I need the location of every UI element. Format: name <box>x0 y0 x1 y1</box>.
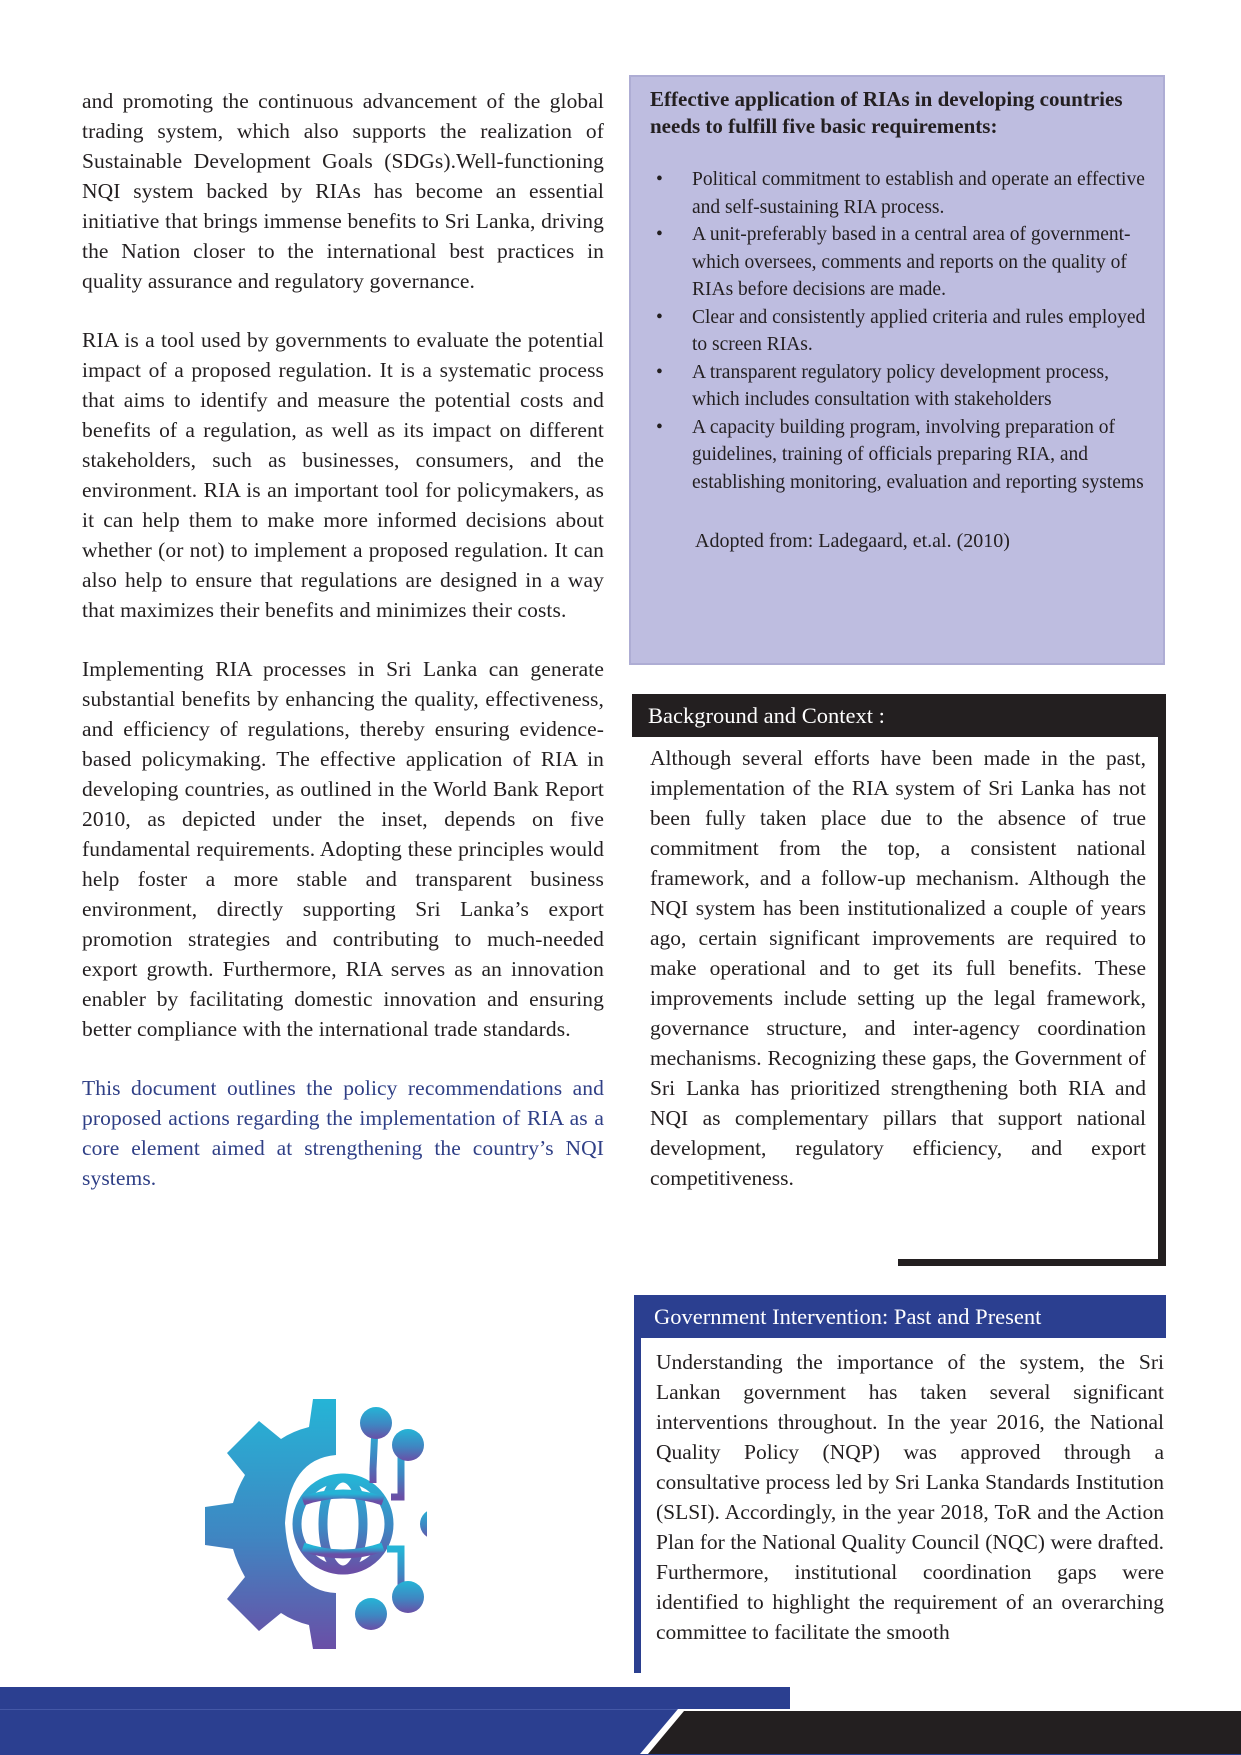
implementation-paragraph: Implementing RIA processes in Sri Lanka can generate substantial benefits by enhancing the quality, effectiveness, and efficiency of regulations, thereby ensuring evidence-based policymaking. The effective application of RIA in developing countries, as outlined in the World Bank Report 2010, as depicted under the inset, depends on five fundamental requirements. Adopting these principles would help foster a more stable and transparent business environment, directly supporting Sri Lanka’s export promotion strategies and contributing to much-needed export growth. Furthermore, RIA serves as an innovation enabler by facilitating domestic innovation and ensuring better compliance with the international trade standards. <box>82 657 604 1041</box>
bullet-icon: • <box>656 361 663 383</box>
gear-globe-network-icon <box>205 1397 427 1649</box>
background-frame-right <box>1158 737 1166 1264</box>
inset-title: Effective application of RIAs in developing countries needs to fulfill five basic requirements: <box>650 87 1123 138</box>
bullet-icon: • <box>656 306 663 328</box>
bullet-icon: • <box>656 169 663 190</box>
bullet-icon: • <box>656 416 663 438</box>
background-section-body: Although several efforts have been made in the past, implementation of the RIA system of Sri Lanka has not been fully taken place due to the absence of true commitment from the top, a consistent national framework, and a follow-up mechanism. Although the NQI system has been institutionalized a couple of years ago, certain significant improvements are required to make operational and to get its full benefits. These improvements include setting up the legal framework, governance structure, and inter-agency coordination mechanisms. Recognizing these gaps, the Government of Sri Lanka has prioritized strengthening both RIA and NQI as complementary pillars that support national development, regulatory efficiency, and export competitiveness. <box>650 746 1146 1190</box>
ria-definition-paragraph: RIA is a tool used by governments to evaluate the potential impact of a proposed regulation. It is a systematic process that aims to identify and measure the potential costs and benefits of a regulation, as well as its impact on different stakeholders, such as businesses, consumers, and the environment. RIA is an important tool for policymakers, as it can help them to make more informed decisions about whether (or not) to implement a proposed regulation. It can also help to ensure that regulations are designed in a way that maximizes their benefits and minimizes their costs. <box>82 328 604 622</box>
footer-band-top <box>0 1687 790 1709</box>
background-section-header: Background and Context : <box>632 694 1166 737</box>
intro-paragraph: and promoting the continuous advancement of the global trading system, which also supports the realization of Sustainable Development Goals (SDGs).Well-functioning NQI system backed by RIAs has become an essential initiative that brings immense benefits to Sri Lanka, driving the Nation closer to the international best practices in quality assurance and regulatory governance. <box>82 89 604 293</box>
list-item: • Clear and consistently applied criteria and rules employed to screen RIAs. <box>650 304 1147 359</box>
requirements-list <box>650 166 1147 496</box>
inset-source: Adopted from: Ladegaard, et.al. (2010) <box>695 530 1010 552</box>
left-column <box>82 86 604 1222</box>
list-item: • A transparent regulatory policy development process, which includes consultation with stakeholders <box>650 359 1147 414</box>
footer-dark-shape <box>0 1709 1241 1754</box>
government-frame-left <box>634 1338 641 1673</box>
list-item: • Political commitment to establish and operate an effective and self-sustaining RIA process. <box>650 166 1147 221</box>
government-section-header: Government Intervention: Past and Present <box>634 1295 1166 1338</box>
bullet-icon: • <box>656 224 663 245</box>
requirements-inset <box>629 75 1165 665</box>
list-item: • A capacity building program, involving preparation of guidelines, training of officials preparing RIA, and establishing monitoring, evaluation and reporting systems <box>650 414 1147 497</box>
list-item: • A unit-preferably based in a central area of government-which oversees, comments and reports on the quality of RIAs before decisions are made. <box>650 221 1147 304</box>
document-purpose-paragraph: This document outlines the policy recommendations and proposed actions regarding the implementation of RIA as a core element aimed at strengthening the country’s NQI systems. <box>82 1076 604 1190</box>
background-frame-bottom <box>898 1259 1166 1266</box>
government-section-body: Understanding the importance of the system, the Sri Lankan government has taken several significant interventions throughout. In the year 2016, the National Quality Policy (NQP) was approved through a consultative process led by Sri Lanka Standards Institution (SLSI). Accordingly, in the year 2018, ToR and the Action Plan for the National Quality Council (NQC) were drafted. Furthermore, institutional coordination gaps were identified to highlight the requirement of an overarching committee to facilitate the smooth <box>656 1350 1164 1644</box>
